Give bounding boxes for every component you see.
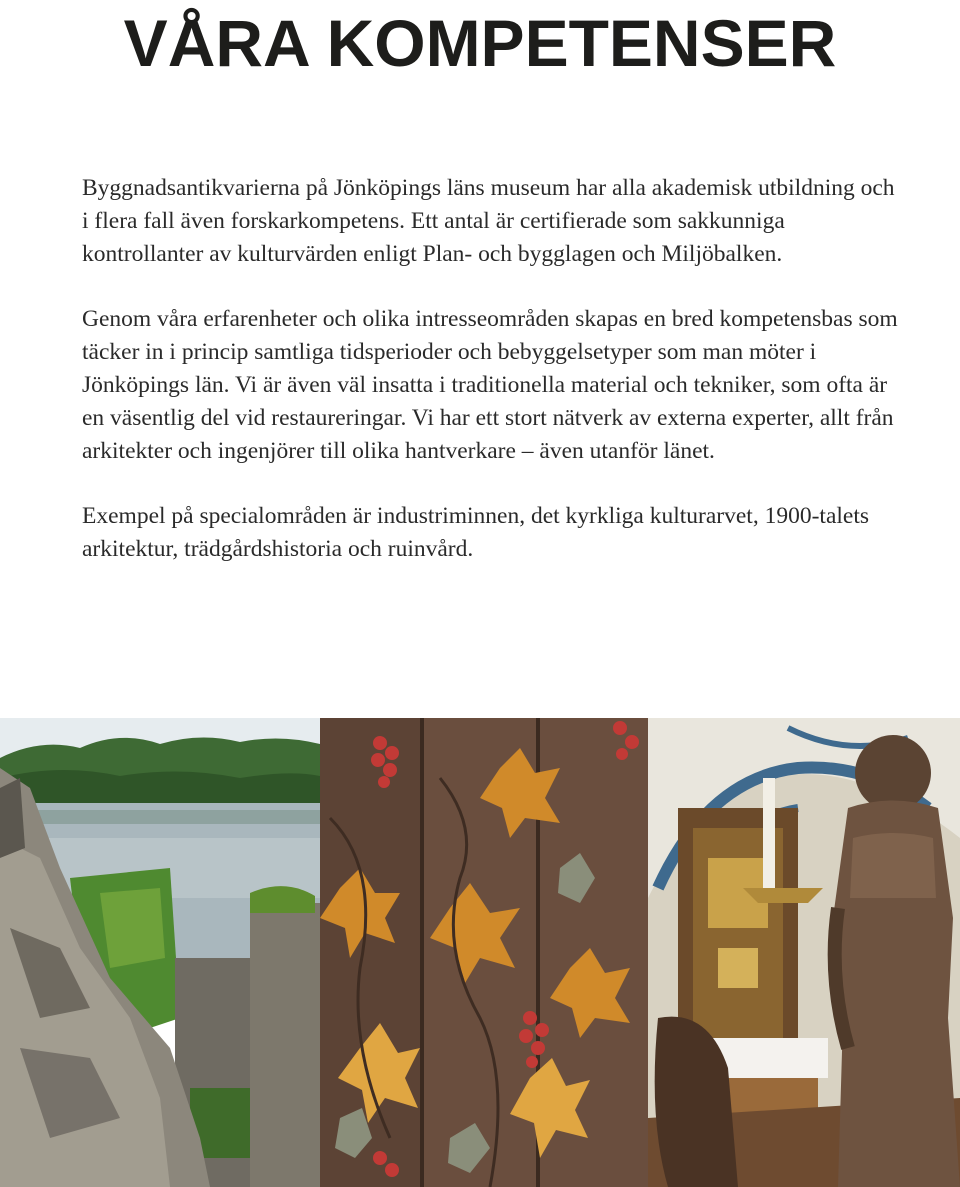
paragraph-1: Byggnadsantikvarierna på Jönköpings läns museum har alla akademisk utbildning och i flera fall även forskarkompetens. Ett antal är certifierade som sakkunniga kontrollanter av kulturvärden enligt Plan- och bygglagen och Miljöbalken. <box>82 175 895 267</box>
photo-strip <box>0 718 960 1187</box>
page-title: VÅRA KOMPETENSER <box>123 6 837 80</box>
paragraph-2: Genom våra erfarenheter och olika intresseområden skapas en bred kompetensbas som täcker in i princip samtliga tidsperioder och bebyggelsetyper som man möter i Jönköpings län. Vi är även väl insatta i traditionella material och tekniker, som ofta är en väsentlig del vid restaureringar. Vi har ett stort nätverk av externa experter, allt från arkitekter och ingenjörer till olika hantverkare – även utanför länet. <box>82 306 898 464</box>
vine-wallpaper-photo <box>320 718 648 1187</box>
ruin-by-lake-photo <box>0 718 320 1187</box>
church-interior-photo <box>648 718 960 1187</box>
paragraph-3: Exempel på specialområden är industriminnen, det kyrkliga kulturarvet, 1900-talets arkitektur, trädgårdshistoria och ruinvård. <box>82 503 870 562</box>
body-text <box>82 172 902 598</box>
